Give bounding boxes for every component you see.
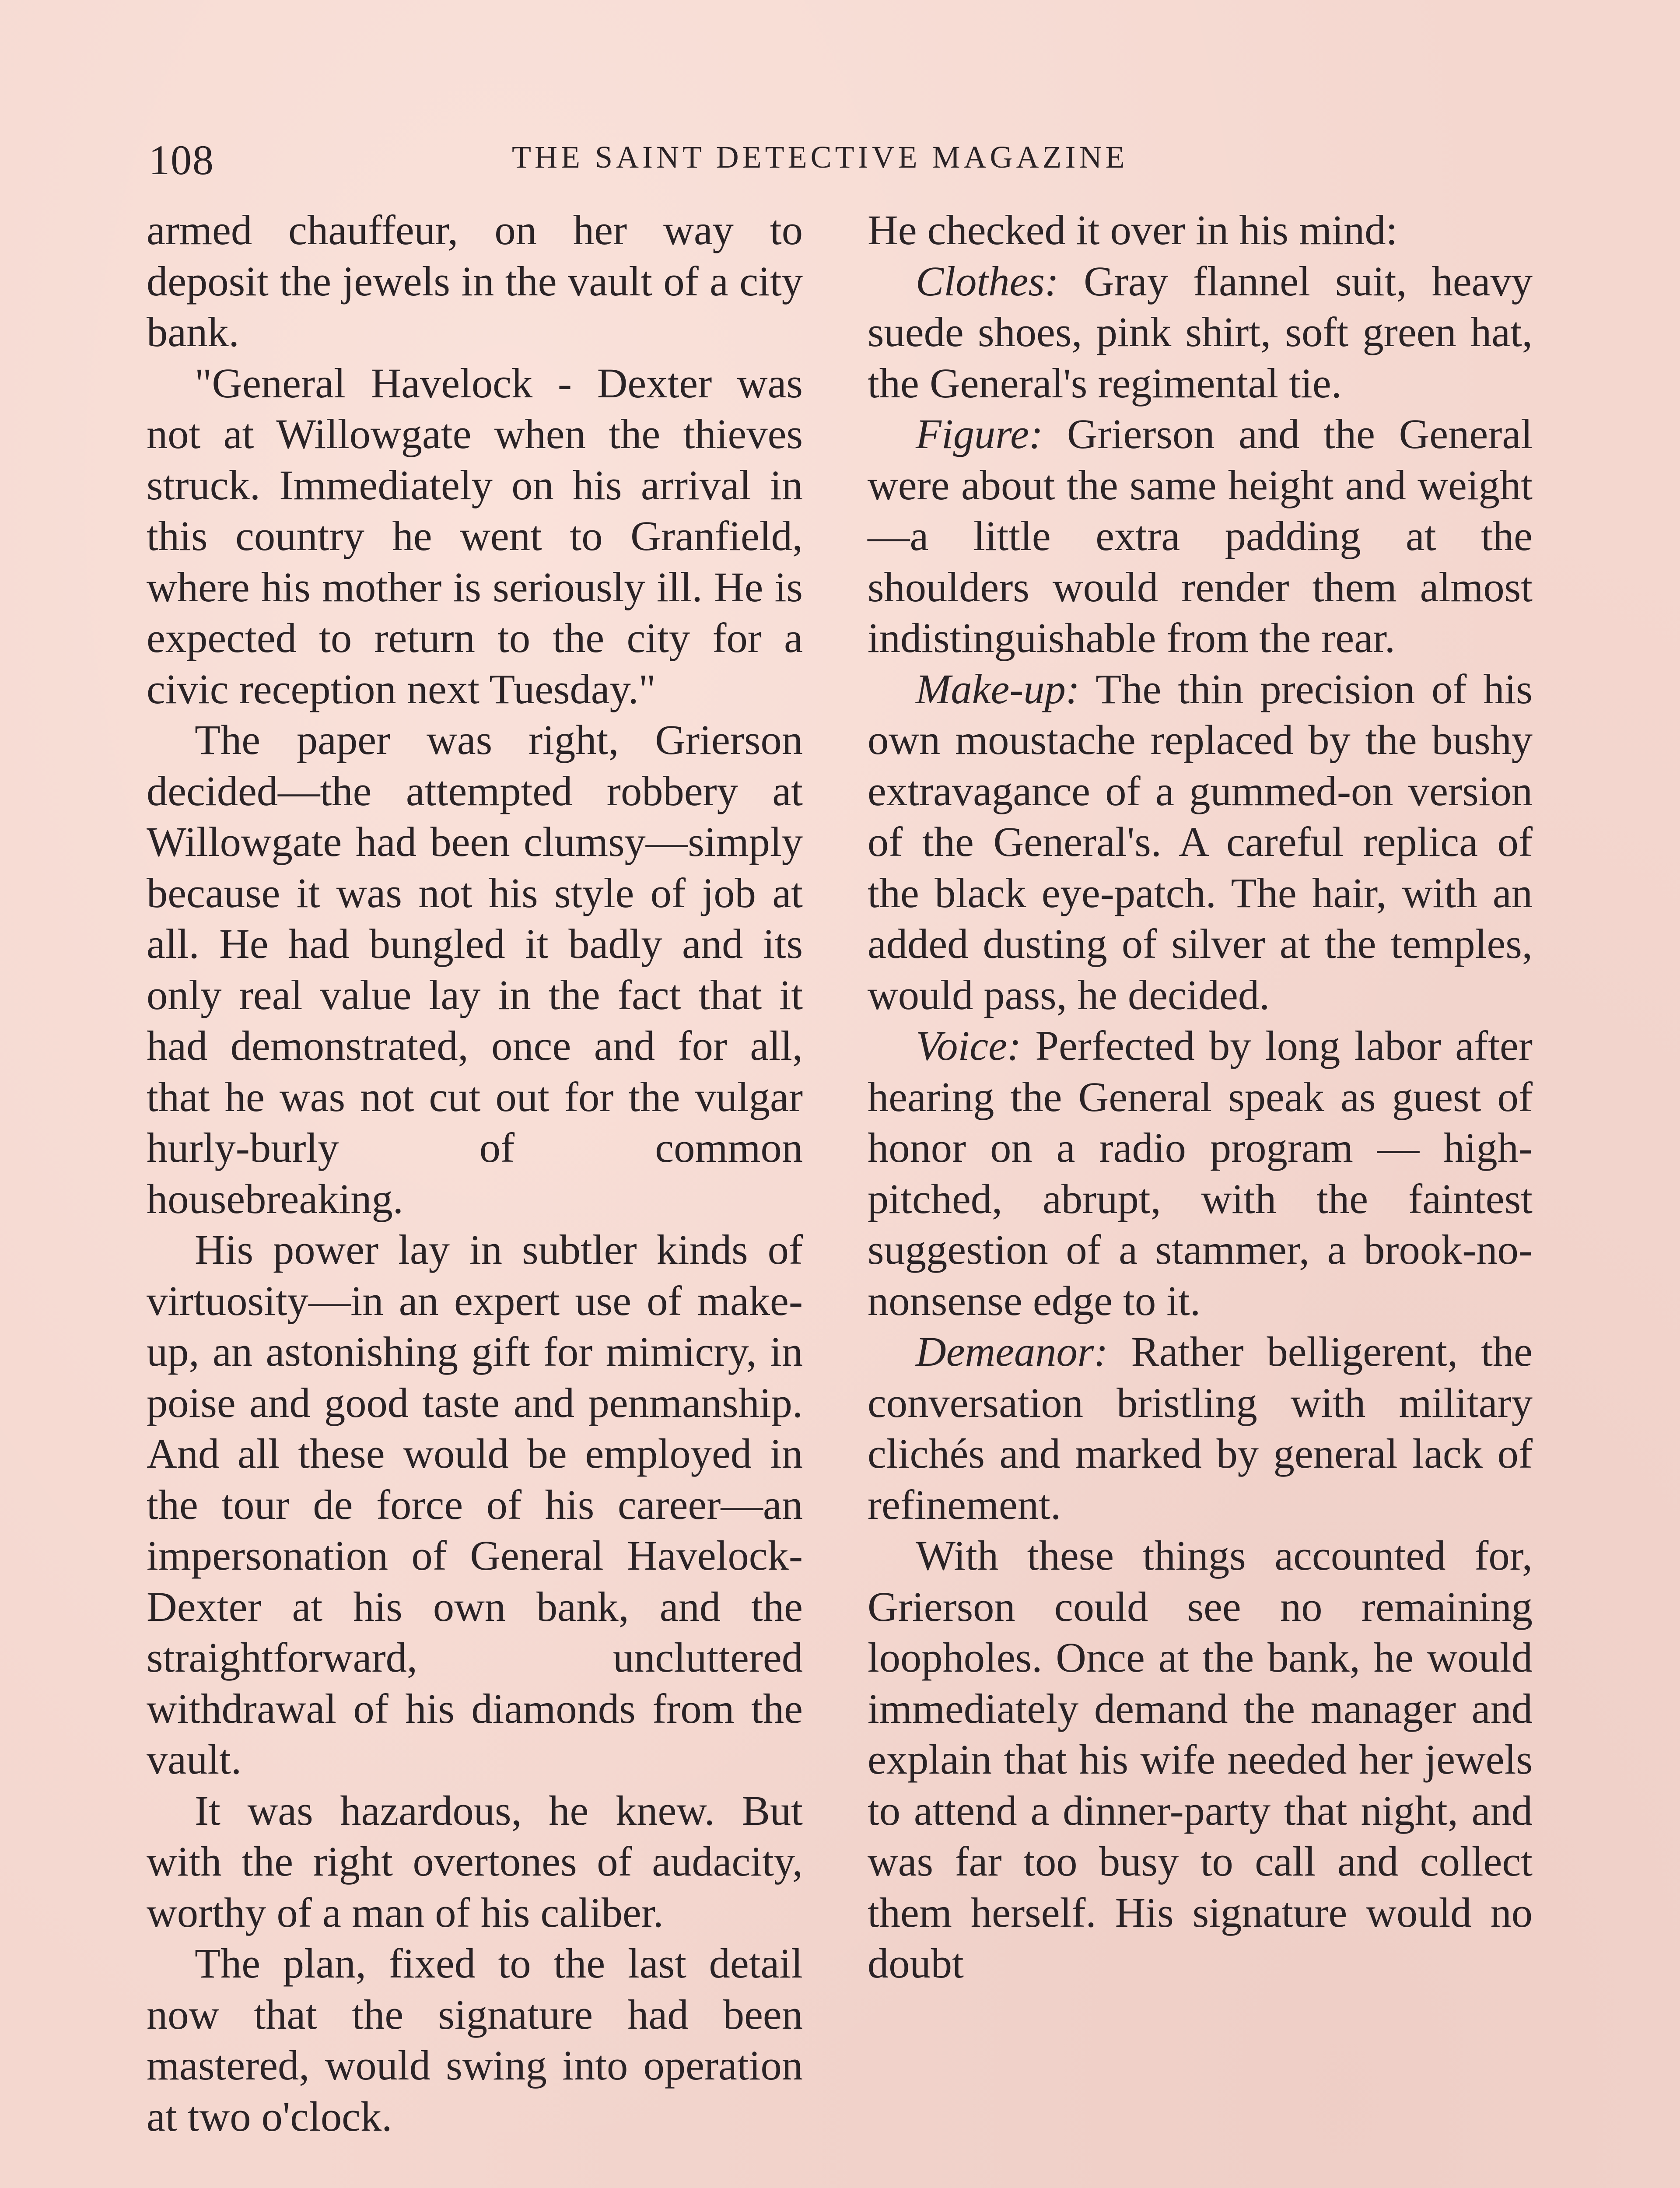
figure-text: Grierson and the General were about the same height and weight—a little extra padding at the shoulders would render them almost indistinguishable from the rear. (868, 410, 1533, 661)
makeup-paragraph (868, 664, 1533, 1021)
running-head (149, 136, 1168, 184)
paragraph: With these things accounted for, Grierson could see no remaining loopholes. Once at the bank, he would immediately demand the manager and explain that his wife needed her jewels to attend a dinner-party that night, and was far too busy to call and collect them herself. His signature would no doubt (868, 1532, 1533, 1987)
right-column (868, 205, 1533, 1989)
paragraph: His power lay in subtler kinds of virtuosity—in an expert use of make-up, an astonishing gift for mimicry, in poise and good taste and penmanship. And all these would be employed in the tour de force of his career—an impersonation of General Havelock-Dexter at his own bank, and the straightforward, uncluttered withdrawal of his diamonds from the vault. (147, 1226, 803, 1783)
demeanor-text: Rather belligerent, the conversation bristling with military clichés and marked by general lack of refinement. (868, 1328, 1533, 1528)
clothes-label: Clothes: (916, 257, 1059, 305)
left-column (147, 205, 803, 2142)
clothes-paragraph (868, 256, 1533, 409)
clothes-text: Gray flannel suit, heavy suede shoes, pink shirt, soft green hat, the General's regimental tie. (868, 257, 1533, 407)
paragraph: The plan, fixed to the last detail now that the signature had been mastered, would swing into operation at two o'clock. (147, 1940, 803, 2140)
page-number: 108 (149, 137, 214, 183)
demeanor-label: Demeanor: (916, 1328, 1108, 1375)
makeup-label: Make-up: (916, 665, 1080, 712)
paragraph: The paper was right, Grierson decided—the attempted robbery at Willowgate had been clumsy—simply because it was not his style of job at all. He had bungled it badly and its only real value lay in the fact that it had demonstrated, once and for all, that he was not cut out for the vulgar hurly-burly of common housebreaking. (147, 716, 803, 1222)
demeanor-paragraph (868, 1326, 1533, 1530)
voice-label: Voice: (916, 1022, 1022, 1069)
paragraph: He checked it over in his mind: (868, 207, 1398, 253)
makeup-text: The thin precision of his own moustache replaced by the bushy extravagance of a gummed-on version of the General's. A careful replica of the black eye-patch. The hair, with an added dusting of silver at the temples, would pass, he decided. (868, 665, 1533, 1018)
magazine-title: THE SAINT DETECTIVE MAGAZINE (512, 140, 1128, 175)
figure-paragraph (868, 409, 1533, 664)
voice-paragraph (868, 1020, 1533, 1326)
paragraph: "General Havelock - Dexter was not at Willowgate when the thieves struck. Immediately on his arrival in this country he went to Granfield, where his mother is seriously ill. He is expected to return to the city for a civic reception next Tuesday." (147, 359, 803, 712)
paragraph: armed chauffeur, on her way to deposit the jewels in the vault of a city bank. (147, 207, 803, 355)
figure-label: Figure: (916, 410, 1043, 457)
paragraph: It was hazardous, he knew. But with the right overtones of audacity, worthy of a man of his caliber. (147, 1787, 803, 1936)
voice-text: Perfected by long labor after hearing the General speak as guest of honor on a radio program — high-pitched, abrupt, with the faintest suggestion of a stammer, a brook-no-nonsense edge to it. (868, 1022, 1533, 1324)
